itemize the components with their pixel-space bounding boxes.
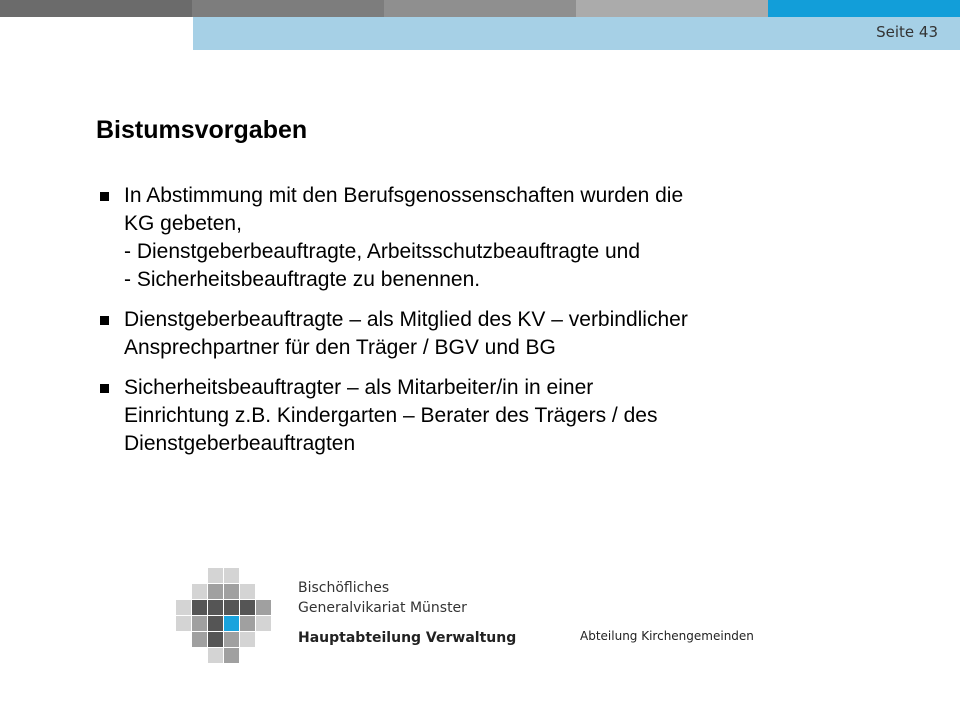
bullet-line: - Dienstgeberbeauftragte, Arbeitsschutzbeauftragte und [124, 240, 640, 263]
cross-mosaic-logo-icon [176, 568, 272, 664]
logo-tile [176, 600, 191, 615]
top-bar-segment [0, 0, 192, 17]
logo-tile [240, 600, 255, 615]
square-bullet-icon [100, 384, 109, 393]
bullet-item [96, 306, 886, 362]
bullet-item [96, 182, 886, 294]
slide-title: Bistumsvorgaben [96, 116, 308, 144]
logo-tile [192, 632, 207, 647]
logo-tile [224, 584, 239, 599]
logo-tile [192, 600, 207, 615]
logo-tile [208, 568, 223, 583]
logo-tile [192, 616, 207, 631]
bullet-line: In Abstimmung mit den Berufsgenossenschaften wurden die [124, 184, 684, 207]
bullet-line: - Sicherheitsbeauftragte zu benennen. [124, 268, 481, 291]
logo-wordmark [298, 578, 516, 648]
logo-tile [224, 632, 239, 647]
bullet-line: Dienstgeberbeauftragte – als Mitglied des KV – verbindlicher [124, 308, 688, 331]
top-bar-segment [192, 0, 384, 17]
bullet-line: Einrichtung z.B. Kindergarten – Berater des Trägers / des [124, 404, 658, 427]
logo-tile [256, 616, 271, 631]
logo-tile [224, 648, 239, 663]
logo-line-3: Hauptabteilung Verwaltung [298, 630, 517, 646]
logo-tile [240, 616, 255, 631]
logo-tile [208, 616, 223, 631]
logo-tile [240, 584, 255, 599]
logo-tile [224, 600, 239, 615]
bullet-line: KG gebeten, [124, 212, 242, 235]
page-number: Seite 43 [876, 23, 938, 41]
logo-tile [224, 616, 239, 631]
department-label: Abteilung Kirchengemeinden [580, 629, 754, 643]
logo-tile [192, 584, 207, 599]
bullet-line: Sicherheitsbeauftragter – als Mitarbeiter/in in einer [124, 376, 594, 399]
bullet-line: Ansprechpartner für den Träger / BGV und BG [124, 336, 556, 359]
logo-tile [224, 568, 239, 583]
bullet-line: Dienstgeberbeauftragten [124, 432, 356, 455]
square-bullet-icon [100, 192, 109, 201]
top-bar-segment [384, 0, 576, 17]
top-bar-segment [576, 0, 768, 17]
logo-line-1: Bischöfliches [298, 580, 390, 596]
logo-tile [208, 600, 223, 615]
logo-tile [208, 648, 223, 663]
top-color-bar [0, 0, 960, 17]
top-bar-segment [768, 0, 960, 17]
logo-tile [240, 632, 255, 647]
header-band [193, 17, 960, 50]
bullet-item [96, 374, 886, 458]
logo-tile [208, 632, 223, 647]
square-bullet-icon [100, 316, 109, 325]
logo-tile [176, 616, 191, 631]
logo-line-2: Generalvikariat Münster [298, 600, 467, 616]
bullet-list [96, 182, 886, 470]
logo-tile [208, 584, 223, 599]
logo-tile [256, 600, 271, 615]
